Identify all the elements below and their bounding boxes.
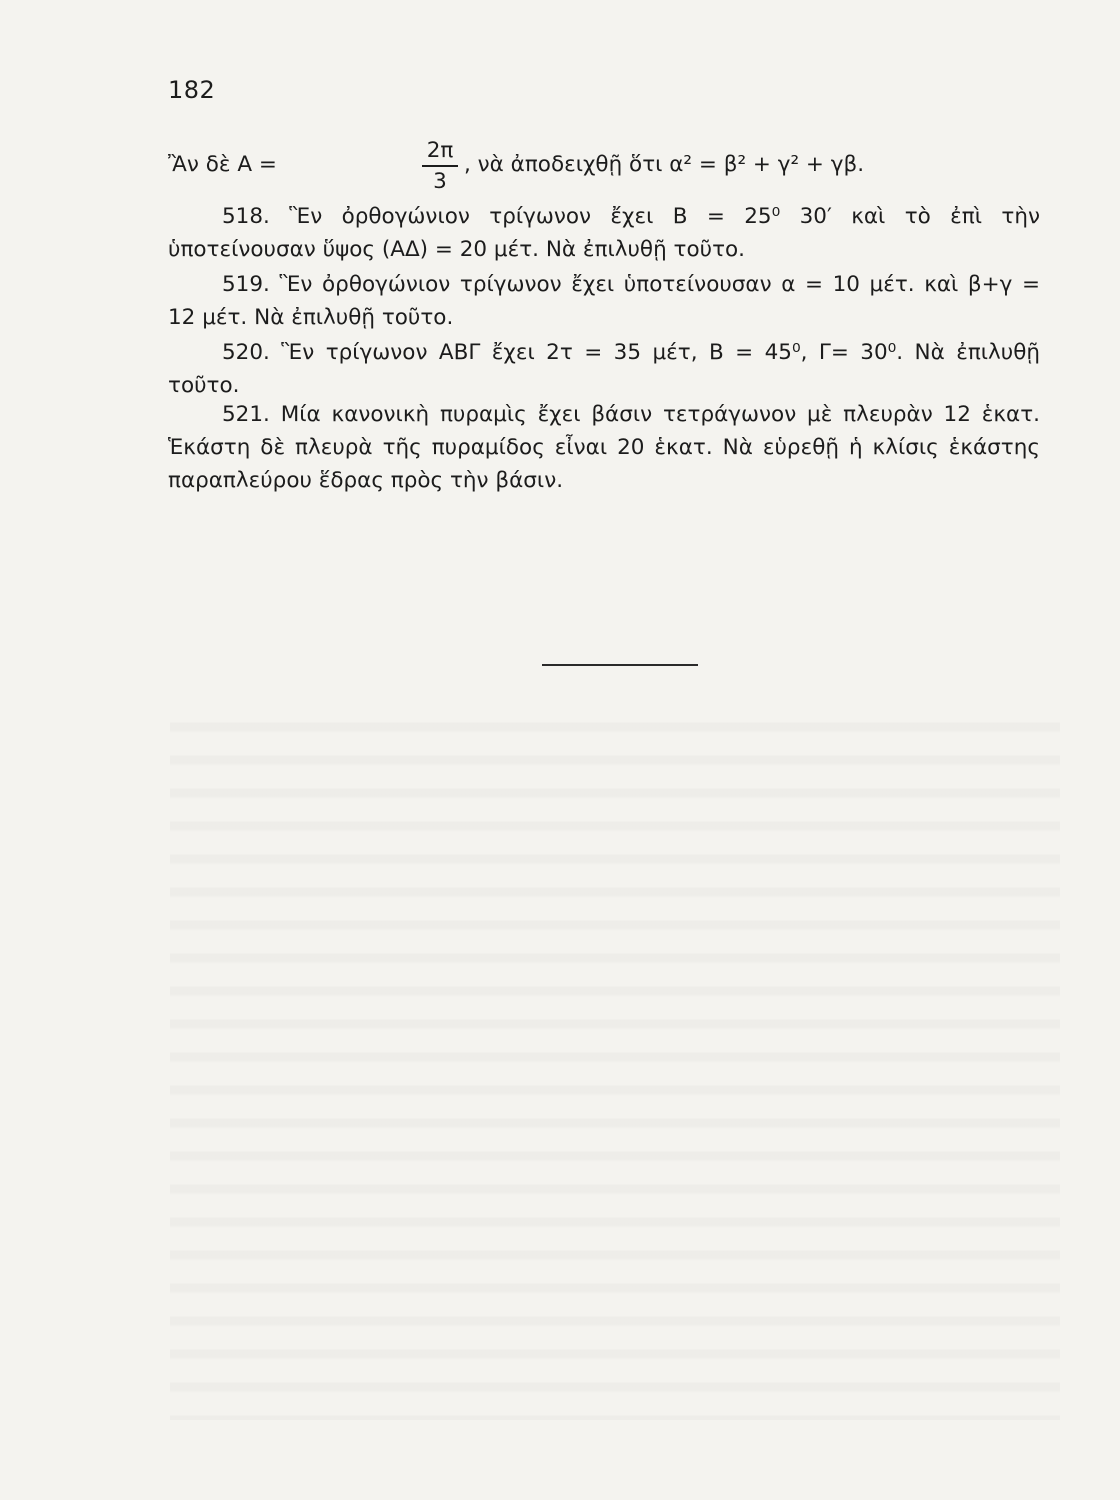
problem-519: [168, 268, 1040, 334]
problem-text: 521. Μία κανονικὴ πυραμὶς ἔχει βάσιν τετράγωνον μὲ πλευρὰν 12 ἑκατ. Ἑκάστη δὲ πλευρὰ τῆς πυραμίδος εἶναι 20 ἑκατ. Νὰ εὑρεθῇ ἡ κλίσις ἑκάστης παραπλεύρου ἕδρας πρὸς τὴν βάσιν.: [168, 402, 1040, 493]
fraction-numerator: 2π: [426, 138, 454, 163]
problem-text: 518. Ἓν ὀρθογώνιον τρίγωνον ἔχει Β = 25⁰ 30′ καὶ τὸ ἐπὶ τὴν ὑποτείνουσαν ὕψος (ΑΔ) = 20 μέτ. Νὰ ἐπιλυθῇ τοῦτο.: [168, 204, 1040, 262]
fraction-denominator: 3: [433, 168, 447, 194]
intro-prefix: Ἂν δὲ Α =: [168, 152, 277, 177]
intro-equation-line: [168, 138, 1040, 196]
problem-518: [168, 200, 1040, 266]
fraction-bar: [422, 165, 458, 167]
intro-suffix: , νὰ ἀποδειχθῇ ὅτι α² = β² + γ² + γβ.: [464, 152, 865, 177]
page-number: 182: [168, 76, 216, 104]
problem-text: 520. Ἓν τρίγωνον ΑΒΓ ἔχει 2τ = 35 μέτ, Β = 45⁰, Γ= 30⁰. Νὰ ἐπιλυθῇ τοῦτο.: [168, 340, 1040, 398]
problem-520: [168, 336, 1040, 402]
section-separator: [542, 664, 698, 666]
show-through-texture: [170, 700, 1060, 1420]
fraction-2pi-over-3: [420, 138, 460, 195]
problem-text: 519. Ἓν ὀρθογώνιον τρίγωνον ἔχει ὑποτείνουσαν α = 10 μέτ. καὶ β+γ = 12 μέτ. Νὰ ἐπιλυθῇ τοῦτο.: [168, 272, 1040, 330]
problem-521: [168, 398, 1040, 497]
